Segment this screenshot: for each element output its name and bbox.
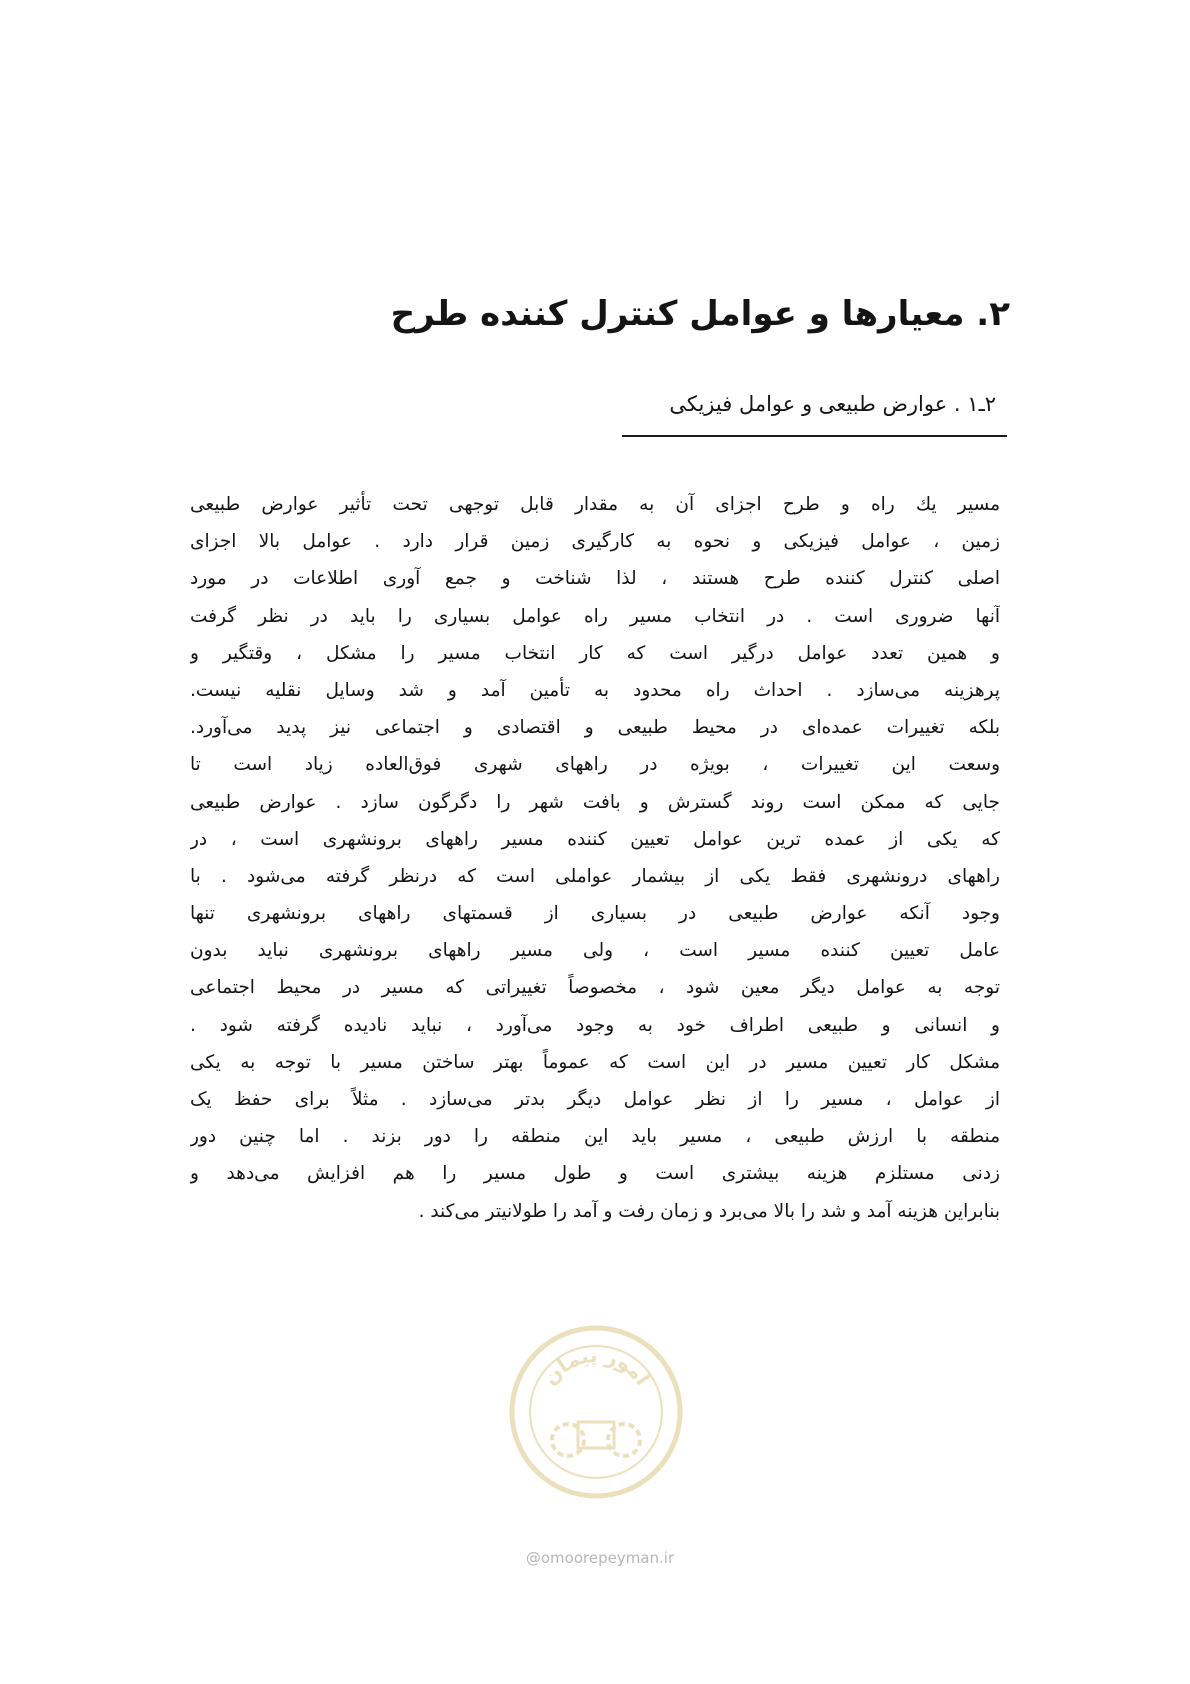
body-line-8: وسعت این تغییرات ، بویژه در راههای شهری فوق‌العاده زیاد است تا [190,754,1000,776]
body-line-20: بنابراین هزینه آمد و شد را بالا می‌برد و زمان رفت و آمد را طولانیتر می‌کند . [418,1200,1000,1222]
body-line-2: زمین ، عوامل فیزیکی و نحوه به کارگیری زمین قرار دارد . عوامل بالا اجزای [190,531,1000,553]
body-line-4: آنها ضروری است . در انتخاب مسیر راه عوامل بسیاری را باید در نظر گرفت [190,605,1000,627]
body-paragraph [190,486,1000,1230]
body-line-16: مشکل کار تعیین مسیر در این است که عموماً بهتر ساختن مسیر با توجه به یکی [190,1051,1000,1073]
section-heading: ۲ـ۱ . عوارض طبیعی و عوامل فیزیکی [669,392,996,416]
body-line-15: و انسانی و طبیعی اطراف خود به وجود می‌آورد ، نباید نادیده گرفته شود . [190,1014,1000,1036]
body-line-5: و همین تعدد عوامل درگیر است که کار انتخاب مسیر را مشکل ، وقتگیر و [190,642,1000,664]
section-heading-underline [622,435,1007,437]
body-line-7: بلکه تغییرات عمده‌ای در محیط طبیعی و اقتصادی و اجتماعی نیز پدید می‌آورد. [190,717,1000,739]
chapter-title: ۲. معیارها و عوامل کنترل کننده طرح [390,294,1010,334]
body-line-9: جایی که ممکن است روند گسترش و بافت شهر را دگرگون سازد . عوارض طبیعی [190,791,1000,813]
body-line-14: توجه به عوامل دیگر معین شود ، مخصوصاً تغییراتی که مسیر در محیط اجتماعی [190,977,1000,999]
body-line-3: اصلی کنترل کننده طرح هستند ، لذا شناخت و جمع آوری اطلاعات در مورد [190,568,1000,590]
body-line-19: زدنی مستلزم هزینه بیشتری است و طول مسیر را هم افزایش می‌دهد و [190,1163,1000,1185]
watermark-seal-icon [506,1322,686,1502]
body-line-18: منطقه با ارزش طبیعی ، مسیر باید این منطقه را دور بزند . اما چنین دور [190,1126,1000,1148]
body-line-1: مسیر یك راه و طرح اجزای آن به مقدار قابل توجهی تحت تأثیر عوارض طبیعی [190,494,1000,515]
body-line-17: از عوامل ، مسیر را از نظر عوامل دیگر بدتر می‌سازد . مثلاً برای حفظ یک [190,1089,1000,1110]
body-line-13: عامل تعیین کننده مسیر است ، ولی مسیر راههای برونشهری نباید بدون [190,940,1000,962]
body-line-6: پرهزینه می‌سازد . احداث راه محدود به تأمین آمد و شد وسایل نقلیه نیست. [190,679,1000,701]
watermark-site-text: @omoorepeyman.ir [525,1549,675,1567]
svg-text:امور پیمان: امور پیمان [537,1342,655,1390]
body-line-10: که یکی از عمده ترین عوامل تعیین کننده مسیر راههای برونشهری است ، در [190,828,1000,850]
body-line-12: وجود آنکه عوارض طبیعی در بسیاری از قسمتهای راههای برونشهری تنها [190,903,1000,925]
body-line-11: راههای درونشهری فقط یکی از بیشمار عواملی است که درنظر گرفته می‌شود . با [190,865,1000,887]
